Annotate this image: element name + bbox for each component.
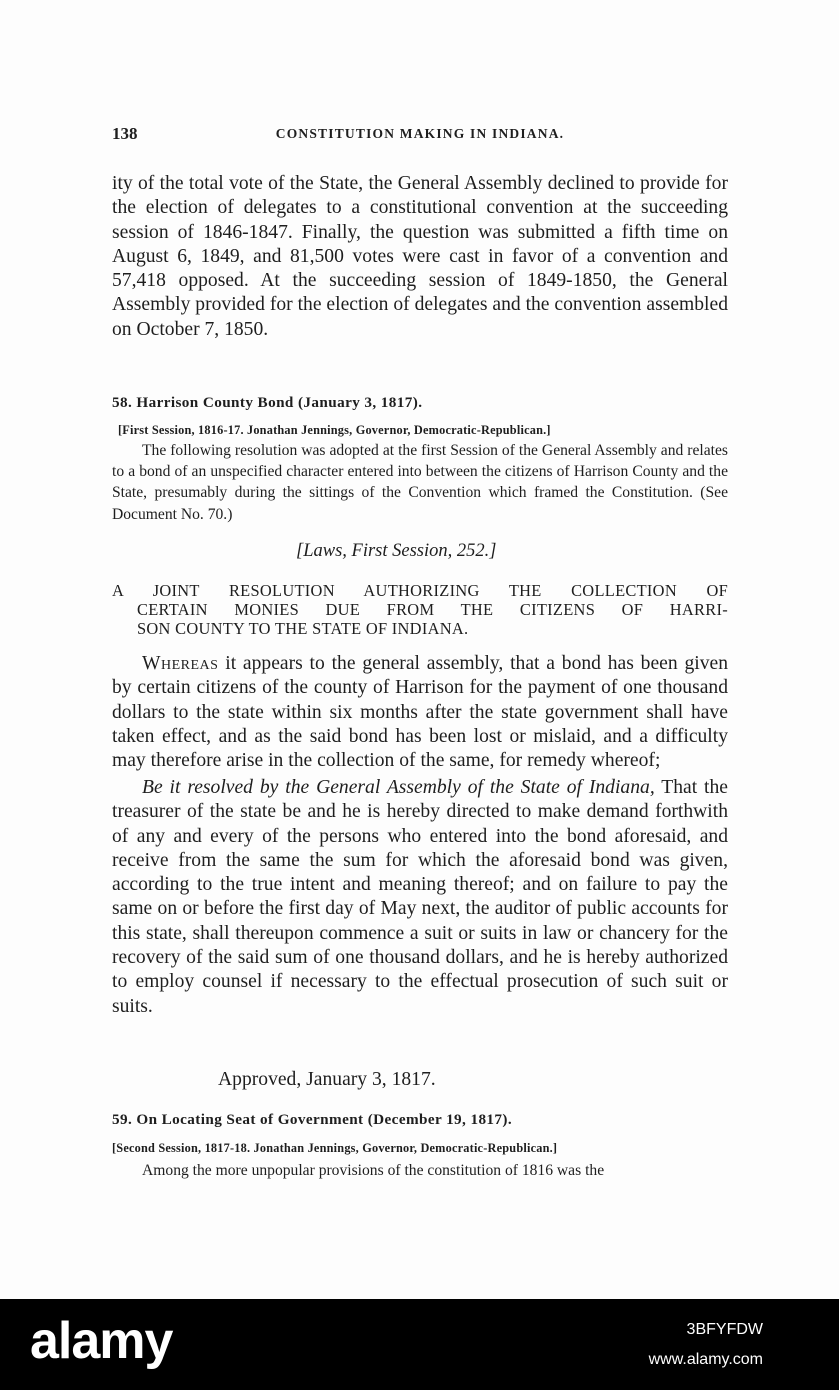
whereas-word: Whereas	[142, 653, 219, 674]
resolution-title-line-3: SON COUNTY TO THE STATE OF INDIANA.	[137, 619, 469, 638]
section-59-heading: 59. On Locating Seat of Government (December 19, 1817).	[112, 1111, 513, 1128]
laws-citation: [Laws, First Session, 252.]	[296, 541, 497, 561]
page-header	[112, 124, 728, 146]
section-58-session-note: [First Session, 1816-17. Jonathan Jennings, Governor, Democratic-Republican.]	[118, 423, 551, 437]
section-59-session-note: [Second Session, 1817-18. Jonathan Jennings, Governor, Democratic-Republican.]	[112, 1141, 558, 1155]
resolution-title-line-2: CERTAIN MONIES DUE FROM THE CITIZENS OF HARRI-	[137, 600, 728, 619]
page-number: 138	[112, 124, 138, 143]
watermark-url: www.alamy.com	[648, 1351, 763, 1368]
resolution-title-line-1: A JOINT RESOLUTION AUTHORIZING THE COLLECTION OF	[112, 581, 728, 600]
image-id: 3BFYFDW	[686, 1321, 763, 1338]
section-58-summary: The following resolution was adopted at the first Session of the General Assembly and relates to a bond of an unspecified character entered into between the citizens of Harrison County and the State, presumably during the sittings of the Convention which framed the Constitution. (See Document No. 70.)	[112, 442, 728, 523]
whereas-text: it appears to the general assembly, that a bond has been given by certain citizens of the county of Harrison for the payment of one thousand dollars to the state within six months after the state government shall have taken effect, and as the said bond has been lost or mislaid, and a difficulty may therefore arise in the collection of the same, for remedy whereof;	[112, 653, 728, 772]
resolved-clause: Be it resolved by the General Assembly of the State of Indiana,	[142, 777, 655, 798]
running-head: CONSTITUTION MAKING IN INDIANA.	[275, 126, 565, 141]
whereas-paragraph	[112, 652, 728, 773]
resolution-title	[112, 581, 728, 638]
resolved-paragraph	[112, 776, 728, 1019]
resolved-text: That the treasurer of the state be and he is hereby directed to make demand forthwith of any and every of the persons who entered into the bond aforesaid, and receive from the same the sum for which the aforesaid bond was given, according to the true intent and meaning thereof; and on failure to pay the same on or before the first day of May next, the auditor of public accounts for this state, shall thereupon commence a suit or suits in law or chancery for the recovery of the said sum of one thousand dollars, and he is hereby authorized to employ counsel if necessary to the effectual prosecution of such suit or suits.	[112, 777, 728, 1017]
section-59-summary-start: Among the more unpopular provisions of the constitution of 1816 was the	[142, 1162, 605, 1179]
intro-paragraph: ity of the total vote of the State, the General Assembly declined to provide for the election of delegates to a constitutional convention at the succeeding session of 1846-1847. Finally, the question was submitted a fifth time on August 6, 1849, and 81,500 votes were cast in favor of a convention and 57,418 opposed. At the succeeding session of 1849-1850, the General Assembly provided for the election of delegates and the convention assembled on October 7, 1850.	[112, 173, 728, 340]
alamy-logo: alamy	[30, 1312, 173, 1370]
watermark-bar	[0, 1299, 839, 1390]
section-58-heading: 58. Harrison County Bond (January 3, 1817).	[112, 394, 423, 411]
approved-date: Approved, January 3, 1817.	[218, 1069, 436, 1090]
